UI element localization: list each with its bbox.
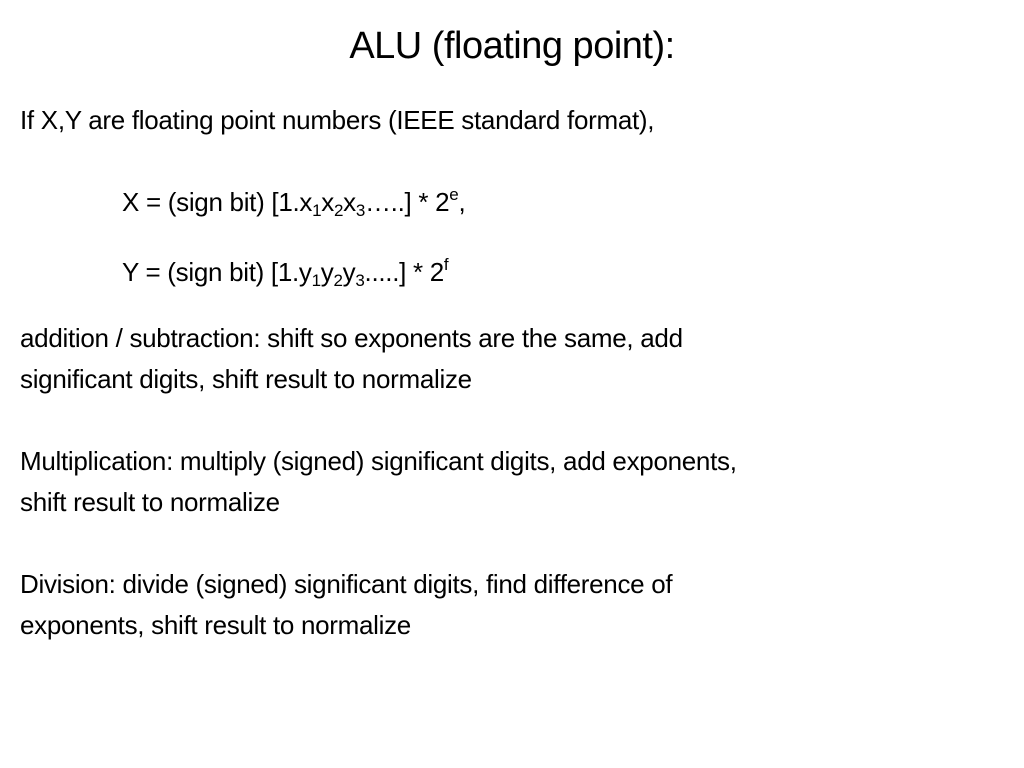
division-line-1: Division: divide (signed) significant digits, find difference of [20, 569, 673, 599]
division-line-2: exponents, shift result to normalize [20, 610, 411, 640]
addition-line-1: addition / subtraction: shift so exponents are the same, add [20, 323, 683, 353]
formula-x-end: , [458, 187, 466, 217]
formula-x-sub-2: 2 [333, 201, 344, 220]
formula-y-mantissa-3: y [342, 257, 356, 287]
formula-x [122, 182, 465, 222]
addition-line-2: significant digits, shift result to normalize [20, 364, 472, 394]
formula-x-tail: …..] * 2 [364, 187, 450, 217]
slide-title: ALU (floating point): [349, 25, 675, 67]
formula-y [122, 252, 448, 292]
formula-x-mantissa-2: x [321, 187, 334, 217]
formula-x-sub-3: 3 [355, 201, 365, 220]
multiplication-line-1: Multiplication: multiply (signed) significant digits, add exponents, [20, 446, 737, 476]
formula-y-sub-2: 2 [333, 271, 343, 290]
formula-x-sub-1: 1 [312, 201, 322, 220]
formula-y-sub-1: 1 [311, 271, 321, 290]
formula-x-mantissa-3: x [343, 187, 356, 217]
formula-y-prefix: Y = (sign bit) [1.y [122, 257, 312, 287]
division-paragraph [20, 564, 1000, 646]
formula-y-sub-3: 3 [355, 271, 365, 290]
multiplication-line-2: shift result to normalize [20, 487, 280, 517]
formula-y-mantissa-2: y [320, 257, 334, 287]
formula-y-exponent: f [443, 255, 449, 274]
intro-text: If X,Y are floating point numbers (IEEE standard format), [20, 105, 655, 135]
multiplication-paragraph [20, 441, 1000, 523]
formula-x-prefix: X = (sign bit) [1.x [122, 187, 313, 217]
formula-x-exponent: e [449, 185, 459, 204]
addition-paragraph [20, 318, 1000, 400]
formula-y-tail: .....] * 2 [364, 257, 444, 287]
